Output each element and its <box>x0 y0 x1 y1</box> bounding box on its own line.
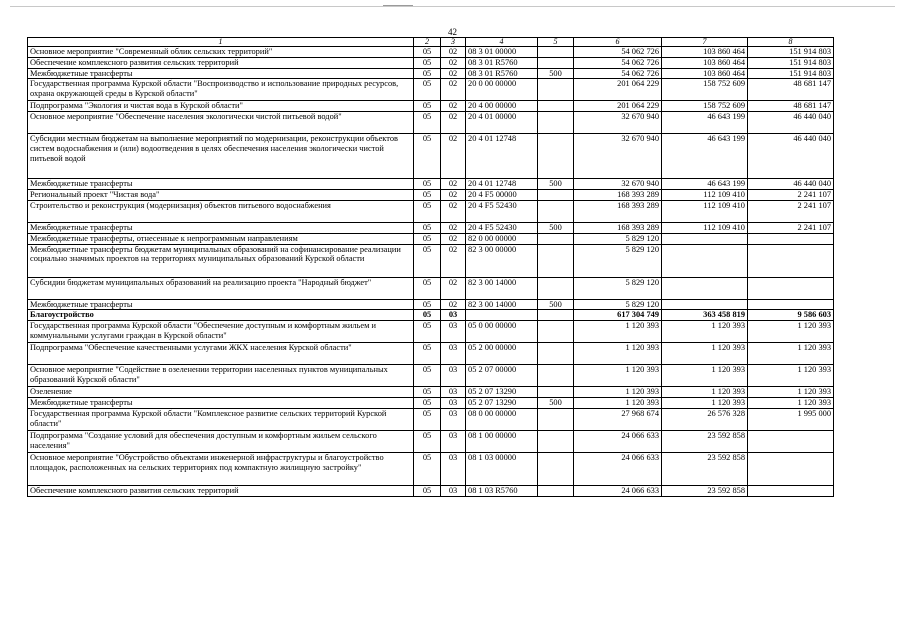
row-amount-col7: 112 109 410 <box>662 222 748 233</box>
row-section: 05 <box>414 244 441 277</box>
row-target-code: 20 4 01 12748 <box>466 179 538 190</box>
row-section: 05 <box>414 47 441 58</box>
row-amount-col7: 1 120 393 <box>662 398 748 409</box>
row-amount-col6: 1 120 393 <box>574 365 662 387</box>
row-amount-col8: 1 995 000 <box>748 408 834 430</box>
row-expense-type <box>538 277 574 299</box>
row-expense-type: 500 <box>538 398 574 409</box>
row-amount-col7: 1 120 393 <box>662 387 748 398</box>
row-amount-col8: 151 914 803 <box>748 47 834 58</box>
row-amount-col6: 168 393 289 <box>574 200 662 222</box>
row-section: 05 <box>414 277 441 299</box>
row-subsection: 03 <box>441 408 466 430</box>
row-amount-col8 <box>748 277 834 299</box>
row-amount-col6: 168 393 289 <box>574 190 662 201</box>
row-name: Обеспечение комплексного развития сельских территорий <box>28 57 414 68</box>
row-amount-col7: 23 592 858 <box>662 452 748 485</box>
row-amount-col8 <box>748 299 834 310</box>
row-target-code: 08 1 03 00000 <box>466 452 538 485</box>
column-header: 5 <box>538 38 574 47</box>
row-subsection: 02 <box>441 47 466 58</box>
row-target-code: 08 3 01 00000 <box>466 47 538 58</box>
row-amount-col7: 1 120 393 <box>662 365 748 387</box>
column-header: 7 <box>662 38 748 47</box>
row-target-code: 05 2 00 00000 <box>466 343 538 365</box>
row-amount-col7: 112 109 410 <box>662 190 748 201</box>
row-amount-col8: 1 120 393 <box>748 321 834 343</box>
row-amount-col6: 1 120 393 <box>574 398 662 409</box>
row-subsection: 03 <box>441 452 466 485</box>
row-subsection: 02 <box>441 299 466 310</box>
row-amount-col8 <box>748 452 834 485</box>
row-expense-type <box>538 310 574 321</box>
row-amount-col6: 27 968 674 <box>574 408 662 430</box>
row-section: 05 <box>414 430 441 452</box>
table-body <box>28 47 834 497</box>
row-expense-type <box>538 47 574 58</box>
row-name: Благоустройство <box>28 310 414 321</box>
row-amount-col7: 158 752 609 <box>662 101 748 112</box>
row-target-code: 20 0 00 00000 <box>466 79 538 101</box>
row-amount-col6: 1 120 393 <box>574 387 662 398</box>
row-amount-col8: 1 120 393 <box>748 398 834 409</box>
column-header: 8 <box>748 38 834 47</box>
scan-top-edge <box>10 6 895 7</box>
row-expense-type: 500 <box>538 179 574 190</box>
row-subsection: 02 <box>441 57 466 68</box>
row-section: 05 <box>414 387 441 398</box>
row-name: Межбюджетные трансферты <box>28 179 414 190</box>
row-name: Подпрограмма "Обеспечение качественными услугами ЖКХ населения Курской области" <box>28 343 414 365</box>
table-row <box>28 190 834 201</box>
row-subsection: 03 <box>441 485 466 496</box>
row-expense-type <box>538 365 574 387</box>
row-name: Основное мероприятие "Содействие в озеленении территории населенных пунктов муниципальных образований Курской области" <box>28 365 414 387</box>
row-name: Субсидии местным бюджетам на выполнение мероприятий по модернизации, реконструкции объектов систем водоснабжения и (или) водоотведения в целях обеспечения населения экологически чистой питьевой водой <box>28 134 414 179</box>
row-target-code: 82 3 00 14000 <box>466 299 538 310</box>
row-subsection: 03 <box>441 321 466 343</box>
table-row <box>28 398 834 409</box>
row-amount-col6: 24 066 633 <box>574 485 662 496</box>
row-section: 05 <box>414 179 441 190</box>
row-amount-col7: 363 458 819 <box>662 310 748 321</box>
row-amount-col8: 48 681 147 <box>748 101 834 112</box>
row-amount-col8: 1 120 393 <box>748 387 834 398</box>
row-amount-col8 <box>748 485 834 496</box>
row-name: Основное мероприятие "Обустройство объектами инженерной инфраструктуры и благоустройство площадок, расположенных на сельских территориях под компактную жилищную застройку" <box>28 452 414 485</box>
row-amount-col6: 54 062 726 <box>574 57 662 68</box>
row-name: Межбюджетные трансферты <box>28 299 414 310</box>
row-name: Строительство и реконструкция (модернизация) объектов питьевого водоснабжения <box>28 200 414 222</box>
row-expense-type <box>538 200 574 222</box>
row-amount-col6: 54 062 726 <box>574 47 662 58</box>
table-row <box>28 452 834 485</box>
column-header: 4 <box>466 38 538 47</box>
table-row <box>28 179 834 190</box>
row-name: Государственная программа Курской области "Обеспечение доступным и комфортным жильем и коммунальными услугами граждан в Курской области" <box>28 321 414 343</box>
row-target-code: 20 4 F5 00000 <box>466 190 538 201</box>
row-section: 05 <box>414 134 441 179</box>
table-row <box>28 244 834 277</box>
row-name: Межбюджетные трансферты, отнесенные к непрограммным направлениям <box>28 233 414 244</box>
row-section: 05 <box>414 79 441 101</box>
row-section: 05 <box>414 68 441 79</box>
row-expense-type <box>538 387 574 398</box>
row-target-code: 05 0 00 00000 <box>466 321 538 343</box>
table-row <box>28 310 834 321</box>
row-amount-col6: 5 829 120 <box>574 277 662 299</box>
row-amount-col7: 103 860 464 <box>662 68 748 79</box>
row-amount-col8: 1 120 393 <box>748 343 834 365</box>
row-amount-col7: 46 643 199 <box>662 112 748 134</box>
row-section: 05 <box>414 343 441 365</box>
table-row <box>28 430 834 452</box>
row-expense-type <box>538 430 574 452</box>
row-name: Межбюджетные трансферты бюджетам муниципальных образований на софинансирование реализации социально значимых проектов на территориях муниципальных образований Курской области <box>28 244 414 277</box>
row-amount-col7: 46 643 199 <box>662 179 748 190</box>
row-expense-type <box>538 57 574 68</box>
row-target-code: 08 3 01 R5760 <box>466 57 538 68</box>
table-row <box>28 222 834 233</box>
row-subsection: 02 <box>441 101 466 112</box>
row-subsection: 02 <box>441 222 466 233</box>
row-name: Государственная программа Курской области "Воспроизводство и использование природных ресурсов, охрана окружающей среды в Курской области" <box>28 79 414 101</box>
row-target-code: 20 4 01 00000 <box>466 112 538 134</box>
row-name: Субсидии бюджетам муниципальных образований на реализацию проекта "Народный бюджет" <box>28 277 414 299</box>
row-name: Межбюджетные трансферты <box>28 68 414 79</box>
row-amount-col8: 2 241 107 <box>748 190 834 201</box>
row-expense-type: 500 <box>538 68 574 79</box>
row-subsection: 03 <box>441 343 466 365</box>
row-subsection: 03 <box>441 365 466 387</box>
row-amount-col8: 151 914 803 <box>748 57 834 68</box>
table-row <box>28 68 834 79</box>
table-row <box>28 134 834 179</box>
row-amount-col7: 112 109 410 <box>662 200 748 222</box>
table-row <box>28 112 834 134</box>
table-row <box>28 485 834 496</box>
column-header: 2 <box>414 38 441 47</box>
row-amount-col6: 5 829 120 <box>574 299 662 310</box>
row-subsection: 02 <box>441 190 466 201</box>
row-subsection: 02 <box>441 79 466 101</box>
row-subsection: 02 <box>441 233 466 244</box>
row-name: Региональный проект "Чистая вода" <box>28 190 414 201</box>
row-expense-type <box>538 79 574 101</box>
row-target-code: 08 3 01 R5760 <box>466 68 538 79</box>
table-row <box>28 365 834 387</box>
row-amount-col7 <box>662 299 748 310</box>
row-section: 05 <box>414 233 441 244</box>
row-name: Подпрограмма "Экология и чистая вода в Курской области" <box>28 101 414 112</box>
row-target-code: 82 3 00 14000 <box>466 277 538 299</box>
row-amount-col6: 32 670 940 <box>574 112 662 134</box>
row-amount-col8 <box>748 233 834 244</box>
row-amount-col8: 46 440 040 <box>748 179 834 190</box>
row-amount-col7: 158 752 609 <box>662 79 748 101</box>
row-target-code: 20 4 F5 52430 <box>466 222 538 233</box>
row-target-code <box>466 310 538 321</box>
row-name: Основное мероприятие "Современный облик сельских территорий" <box>28 47 414 58</box>
row-name: Основное мероприятие "Обеспечение населения экологически чистой питьевой водой" <box>28 112 414 134</box>
row-amount-col7: 26 576 328 <box>662 408 748 430</box>
row-section: 05 <box>414 408 441 430</box>
column-header: 1 <box>28 38 414 47</box>
row-section: 05 <box>414 365 441 387</box>
row-expense-type <box>538 112 574 134</box>
row-name: Подпрограмма "Создание условий для обеспечения доступным и комфортным жильем сельского населения" <box>28 430 414 452</box>
row-amount-col7 <box>662 244 748 277</box>
row-subsection: 02 <box>441 244 466 277</box>
row-target-code: 20 4 01 12748 <box>466 134 538 179</box>
row-expense-type <box>538 485 574 496</box>
row-amount-col6: 32 670 940 <box>574 179 662 190</box>
table-row <box>28 277 834 299</box>
budget-table <box>27 37 834 497</box>
column-number-row <box>28 38 834 47</box>
row-expense-type <box>538 452 574 485</box>
row-target-code: 82 3 00 00000 <box>466 244 538 277</box>
row-expense-type <box>538 101 574 112</box>
row-amount-col8 <box>748 244 834 277</box>
row-amount-col7: 1 120 393 <box>662 343 748 365</box>
row-amount-col6: 54 062 726 <box>574 68 662 79</box>
table-row <box>28 57 834 68</box>
row-subsection: 03 <box>441 430 466 452</box>
row-amount-col8: 1 120 393 <box>748 365 834 387</box>
table-row <box>28 343 834 365</box>
page-number: 42 <box>448 27 457 37</box>
row-amount-col8: 9 586 603 <box>748 310 834 321</box>
row-amount-col7: 103 860 464 <box>662 47 748 58</box>
row-section: 05 <box>414 190 441 201</box>
row-target-code: 20 4 00 00000 <box>466 101 538 112</box>
row-amount-col8: 46 440 040 <box>748 112 834 134</box>
row-section: 05 <box>414 485 441 496</box>
row-subsection: 02 <box>441 200 466 222</box>
row-amount-col7: 23 592 858 <box>662 430 748 452</box>
row-target-code: 20 4 F5 52430 <box>466 200 538 222</box>
row-expense-type: 500 <box>538 222 574 233</box>
row-expense-type <box>538 408 574 430</box>
row-expense-type: 500 <box>538 299 574 310</box>
row-section: 05 <box>414 452 441 485</box>
row-subsection: 02 <box>441 277 466 299</box>
row-amount-col6: 32 670 940 <box>574 134 662 179</box>
row-amount-col8: 2 241 107 <box>748 200 834 222</box>
column-header: 6 <box>574 38 662 47</box>
row-section: 05 <box>414 112 441 134</box>
row-section: 05 <box>414 57 441 68</box>
row-expense-type <box>538 343 574 365</box>
row-amount-col6: 168 393 289 <box>574 222 662 233</box>
row-amount-col6: 201 064 229 <box>574 79 662 101</box>
row-subsection: 02 <box>441 134 466 179</box>
row-amount-col6: 1 120 393 <box>574 321 662 343</box>
table-row <box>28 101 834 112</box>
table-row <box>28 408 834 430</box>
row-target-code: 05 2 07 13290 <box>466 387 538 398</box>
row-target-code: 08 0 00 00000 <box>466 408 538 430</box>
row-subsection: 02 <box>441 68 466 79</box>
table-row <box>28 79 834 101</box>
row-target-code: 08 1 00 00000 <box>466 430 538 452</box>
row-amount-col6: 201 064 229 <box>574 101 662 112</box>
row-name: Государственная программа Курской области "Комплексное развитие сельских территорий Курской области" <box>28 408 414 430</box>
row-section: 05 <box>414 222 441 233</box>
table-row <box>28 299 834 310</box>
row-target-code: 05 2 07 13290 <box>466 398 538 409</box>
row-amount-col6: 1 120 393 <box>574 343 662 365</box>
column-header: 3 <box>441 38 466 47</box>
row-amount-col8: 46 440 040 <box>748 134 834 179</box>
row-amount-col8: 48 681 147 <box>748 79 834 101</box>
table-row <box>28 47 834 58</box>
table-row <box>28 233 834 244</box>
row-target-code: 08 1 03 R5760 <box>466 485 538 496</box>
row-section: 05 <box>414 101 441 112</box>
row-section: 05 <box>414 310 441 321</box>
table-row <box>28 387 834 398</box>
row-section: 05 <box>414 200 441 222</box>
row-expense-type <box>538 134 574 179</box>
row-subsection: 03 <box>441 387 466 398</box>
table-row <box>28 321 834 343</box>
row-amount-col7 <box>662 277 748 299</box>
row-amount-col7: 23 592 858 <box>662 485 748 496</box>
scan-mark <box>383 0 413 6</box>
row-amount-col7 <box>662 233 748 244</box>
row-target-code: 82 0 00 00000 <box>466 233 538 244</box>
row-amount-col7: 103 860 464 <box>662 57 748 68</box>
row-subsection: 03 <box>441 398 466 409</box>
row-subsection: 02 <box>441 179 466 190</box>
row-target-code: 05 2 07 00000 <box>466 365 538 387</box>
row-expense-type <box>538 190 574 201</box>
row-section: 05 <box>414 398 441 409</box>
row-section: 05 <box>414 299 441 310</box>
row-amount-col6: 617 304 749 <box>574 310 662 321</box>
row-subsection: 02 <box>441 112 466 134</box>
row-amount-col6: 5 829 120 <box>574 244 662 277</box>
row-name: Межбюджетные трансферты <box>28 398 414 409</box>
row-expense-type <box>538 244 574 277</box>
row-section: 05 <box>414 321 441 343</box>
row-name: Обеспечение комплексного развития сельских территорий <box>28 485 414 496</box>
row-expense-type <box>538 321 574 343</box>
row-amount-col6: 24 066 633 <box>574 430 662 452</box>
row-name: Межбюджетные трансферты <box>28 222 414 233</box>
row-amount-col6: 24 066 633 <box>574 452 662 485</box>
row-amount-col7: 1 120 393 <box>662 321 748 343</box>
row-expense-type <box>538 233 574 244</box>
row-subsection: 03 <box>441 310 466 321</box>
row-amount-col8: 151 914 803 <box>748 68 834 79</box>
row-amount-col7: 46 643 199 <box>662 134 748 179</box>
row-amount-col6: 5 829 120 <box>574 233 662 244</box>
row-amount-col8: 2 241 107 <box>748 222 834 233</box>
table-row <box>28 200 834 222</box>
row-name: Озеленение <box>28 387 414 398</box>
row-amount-col8 <box>748 430 834 452</box>
